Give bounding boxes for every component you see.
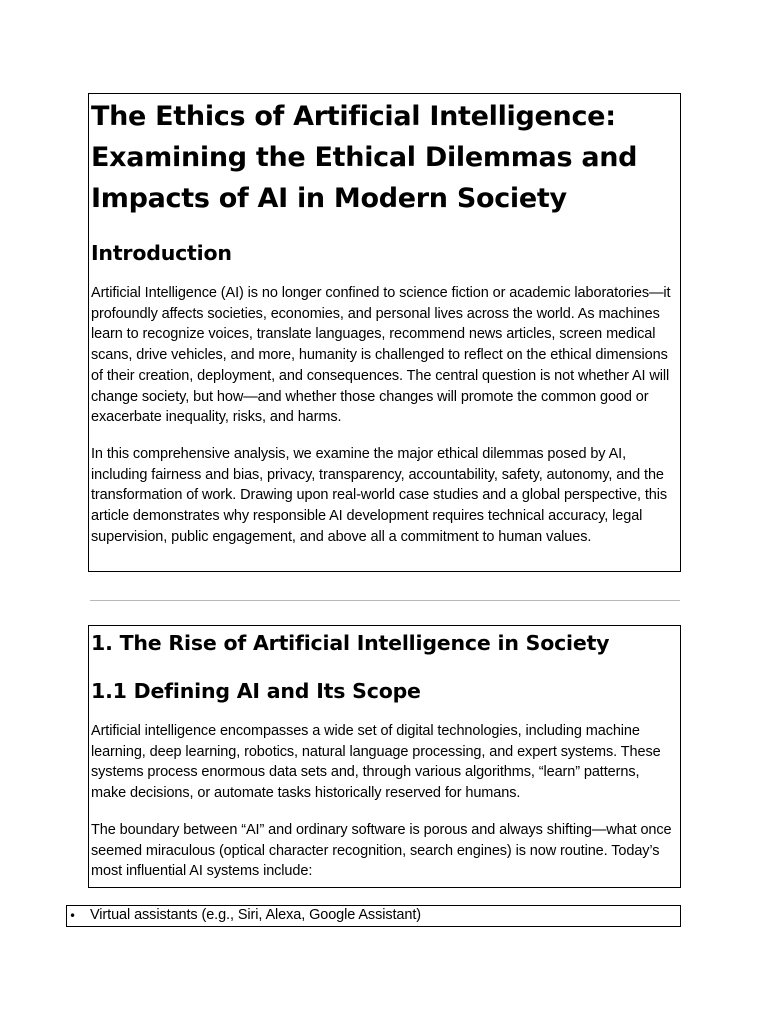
subsection-1-1-paragraph-2: The boundary between “AI” and ordinary software is porous and always shifting—what once seemed miraculous (optical character recognition, search engines) is now routine. Today’s most influential AI systems include: [91, 821, 672, 880]
ai-systems-list [66, 905, 681, 927]
list-item: Virtual assistants (e.g., Siri, Alexa, Google Assistant) [90, 907, 422, 923]
article-title: The Ethics of Artificial Intelligence: Examining the Ethical Dilemmas and Impacts of AI in Modern Society [91, 101, 638, 214]
introduction-paragraph-2: In this comprehensive analysis, we examine the major ethical dilemmas posed by AI, including fairness and bias, privacy, transparency, accountability, safety, autonomy, and the transformation of work. Drawing upon real-world case studies and a global perspective, this article demonstrates why responsible AI development requires technical accuracy, legal supervision, public engagement, and above all a commitment to human values. [91, 445, 668, 545]
introduction-paragraph-1: Artificial Intelligence (AI) is no longer confined to science fiction or academic laboratories—it profoundly affects societies, economies, and personal lives across the world. As machines learn to recognize voices, translate languages, recommend news articles, screen medical scans, drive vehicles, and more, humanity is challenged to reflect on the ethical dimensions of their creation, deployment, and consequences. The central question is not whether AI will change society, but how—and whether those changes will promote the common good or exacerbate inequality, risks, and harms. [91, 285, 671, 426]
introduction-heading: Introduction [91, 241, 232, 265]
section-1-heading: 1. The Rise of Artificial Intelligence in Society [91, 631, 610, 655]
introduction-box [88, 93, 681, 572]
subsection-1-1-heading: 1.1 Defining AI and Its Scope [91, 679, 421, 703]
bullet-icon: • [69, 909, 77, 923]
section-divider [90, 600, 680, 601]
subsection-1-1-paragraph-1: Artificial intelligence encompasses a wide set of digital technologies, including machine learning, deep learning, robotics, natural language processing, and expert systems. These systems process enormous data sets and, through various algorithms, “learn” patterns, make decisions, or automate tasks historically reserved for humans. [91, 723, 661, 802]
section-1-box [88, 625, 681, 888]
